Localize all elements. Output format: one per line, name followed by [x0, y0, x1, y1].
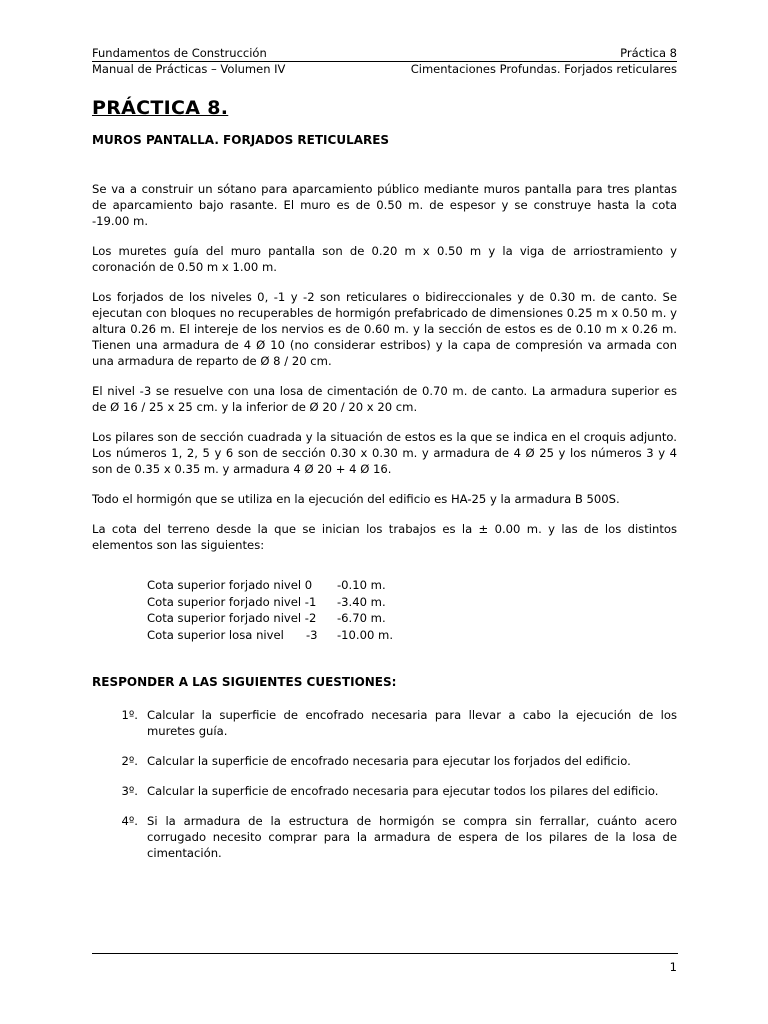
document-page [92, 46, 677, 861]
header-topic: Cimentaciones Profundas. Forjados reticulares [410, 62, 677, 76]
question-text: Calcular la superficie de encofrado necesaria para llevar a cabo la ejecución de los muretes guía. [147, 708, 677, 738]
question-text: Calcular la superficie de encofrado necesaria para ejecutar los forjados del edificio. [147, 754, 631, 768]
header-manual-volume: Manual de Prácticas – Volumen IV [92, 62, 286, 76]
header-bottom-row [92, 62, 677, 77]
level-elevations-list [147, 577, 677, 643]
header-course-title: Fundamentos de Construcción [92, 46, 267, 60]
level-value: -10.00 m. [337, 627, 394, 642]
page-title: PRÁCTICA 8. [92, 97, 229, 119]
paragraph: Los forjados de los niveles 0, -1 y -2 son reticulares o bidireccionales y de 0.30 m. de canto. Se ejecutan con bloques no recuperables de hormigón prefabricado de dimensiones 0.25 m x 0.50 m. y altura 0.26 m. El intereje de los nervios es de 0.60 m. y la sección de estos es de 0.10 m x 0.26 m. Tienen una armadura de 4 Ø 10 (no considerar estribos) y la capa de compresión va armada con una armadura de reparto de Ø 8 / 20 cm. [92, 290, 677, 368]
questions-heading: RESPONDER A LAS SIGUIENTES CUESTIONES: [92, 675, 397, 689]
question-item [92, 753, 677, 769]
paragraph: Se va a construir un sótano para aparcamiento público mediante muros pantalla para tres plantas de aparcamiento bajo rasante. El muro es de 0.50 m. de espesor y se construye hasta la cota -19.00 m. [92, 182, 677, 228]
level-value: -0.10 m. [337, 578, 386, 592]
question-text: Si la armadura de la estructura de hormigón se compra sin ferrallar, cuánto acero corrugado necesito comprar para la armadura de espera de los pilares de la losa de cimentación. [147, 814, 677, 860]
level-label: Cota superior forjado nivel -1 [147, 594, 317, 609]
question-number: 2º. [121, 754, 138, 768]
paragraph: Los pilares son de sección cuadrada y la situación de estos es la que se indica en el croquis adjunto. Los números 1, 2, 5 y 6 son de sección 0.30 x 0.30 m. y armadura de 4 Ø 25 y los números 3 y 4 son de 0.35 x 0.35 m. y armadura 4 Ø 20 + 4 Ø 16. [92, 430, 677, 476]
header-top-row [92, 46, 677, 61]
footer-rule [92, 953, 678, 954]
level-row [147, 577, 677, 594]
question-number: 1º. [121, 708, 138, 722]
page-subtitle: MUROS PANTALLA. FORJADOS RETICULARES [92, 133, 390, 147]
level-row [147, 594, 677, 611]
question-item [92, 783, 677, 799]
question-item [92, 813, 677, 861]
question-item [92, 707, 677, 739]
paragraph: El nivel -3 se resuelve con una losa de cimentación de 0.70 m. de canto. La armadura superior es de Ø 16 / 25 x 25 cm. y la inferior de Ø 20 / 20 x 20 cm. [92, 384, 677, 414]
paragraph: Todo el hormigón que se utiliza en la ejecución del edificio es HA-25 y la armadura B 500S. [92, 492, 620, 506]
page-number: 1 [669, 960, 677, 974]
level-label: Cota superior forjado nivel -2 [147, 611, 317, 625]
level-row [147, 627, 677, 644]
level-label: Cota superior forjado nivel 0 [147, 578, 313, 592]
paragraph: Los muretes guía del muro pantalla son de 0.20 m x 0.50 m y la viga de arriostramiento y coronación de 0.50 m x 1.00 m. [92, 244, 677, 274]
question-number: 3º. [121, 784, 138, 798]
question-number: 4º. [121, 814, 138, 828]
level-row [147, 610, 677, 627]
question-text: Calcular la superficie de encofrado necesaria para ejecutar todos los pilares del edificio. [147, 784, 659, 798]
level-label: Cota superior losa nivel -3 [147, 627, 318, 642]
paragraph: La cota del terreno desde la que se inician los trabajos es la ± 0.00 m. y las de los distintos elementos son las siguientes: [92, 522, 677, 552]
level-value: -3.40 m. [337, 594, 386, 609]
header-practice-number: Práctica 8 [620, 46, 677, 60]
level-value: -6.70 m. [337, 611, 386, 625]
